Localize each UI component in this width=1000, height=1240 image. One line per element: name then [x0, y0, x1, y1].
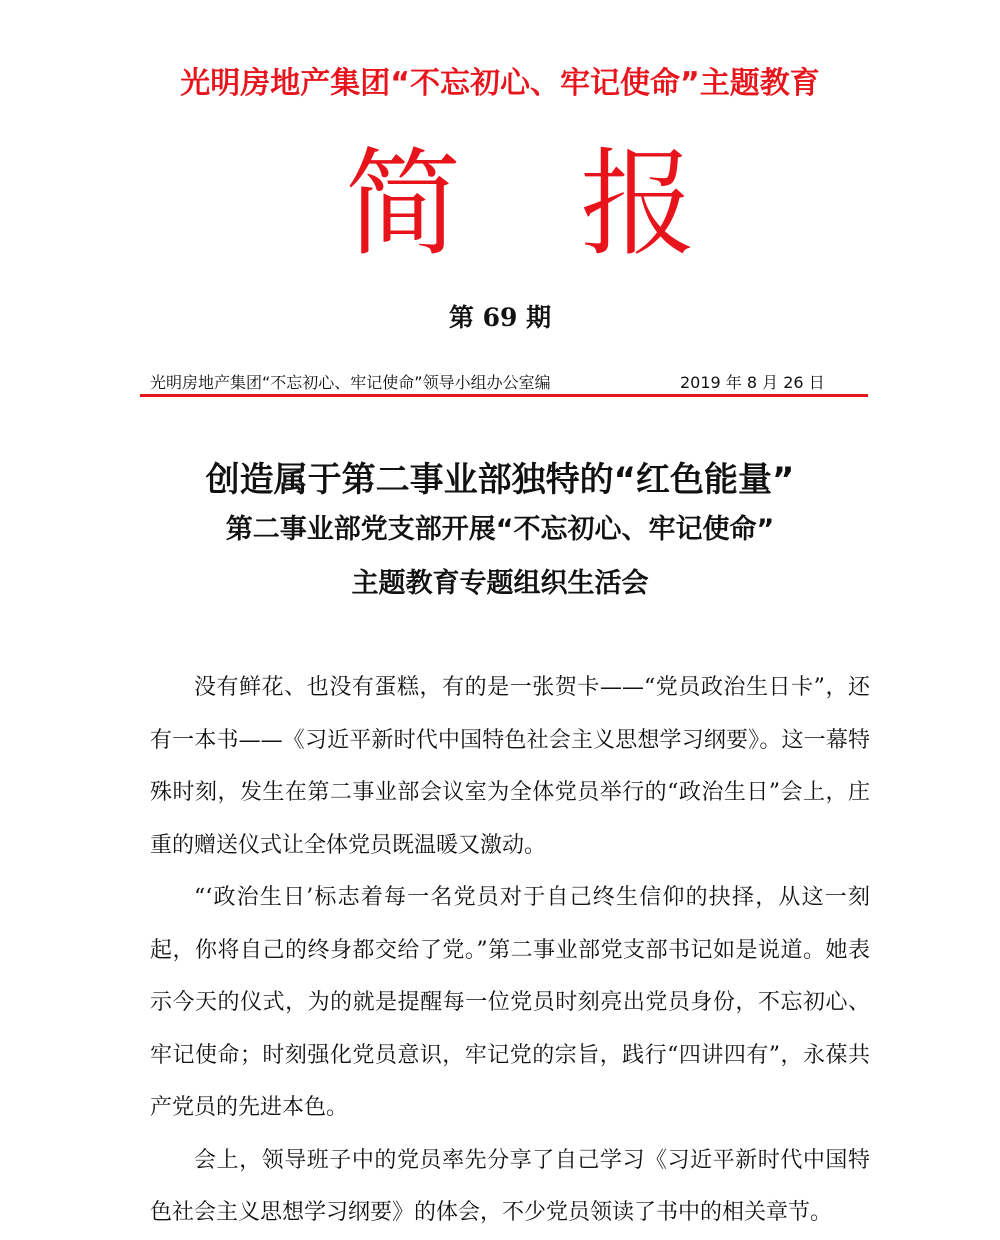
issue-number: 第 69 期	[448, 303, 552, 332]
article-subheadline-1: 第二事业部党支部开展“不忘初心、牢记使命”	[225, 514, 775, 545]
article-subheadline-2: 主题教育专题组织生活会	[351, 568, 649, 599]
article-paragraph: “‘政治生日’标志着每一名党员对于自己终生信仰的抉择，从这一刻起，你将自己的终身都交给了党。”第二事业部党支部书记如是说道。她表示今天的仪式，为的就是提醒每一位党员时刻亮出党员身份，不忘初心、牢记使命；时刻强化党员意识，牢记党的宗旨，践行“四讲四有”，永葆共产党员的先进本色。	[150, 885, 870, 1120]
editor-credit: 光明房地产集团“不忘初心、牢记使命”领导小组办公室编	[150, 373, 551, 392]
publication-title-char-1: 简	[345, 137, 461, 272]
publication-title	[0, 137, 1000, 272]
masthead-divider	[140, 394, 868, 397]
article-paragraph: 会上，领导班子中的党员率先分享了自己学习《习近平新时代中国特色社会主义思想学习纲要》的体会，不少党员领读了书中的相关章节。	[150, 1147, 870, 1225]
article-body	[150, 662, 870, 1240]
publication-title-char-2: 报	[580, 137, 696, 272]
article-paragraph: 没有鲜花、也没有蛋糕，有的是一张贺卡——“党员政治生日卡”，还有一本书——《习近平新时代中国特色社会主义思想学习纲要》。这一幕特殊时刻，发生在第二事业部会议室为全体党员举行的“政治生日”会上，庄重的赠送仪式让全体党员既温暖又激动。	[150, 675, 870, 858]
series-title: 光明房地产集团“不忘初心、牢记使命”主题教育	[180, 66, 820, 101]
publication-date: 2019 年 8 月 26 日	[680, 373, 825, 392]
article-headline: 创造属于第二事业部独特的“红色能量”	[205, 460, 795, 500]
